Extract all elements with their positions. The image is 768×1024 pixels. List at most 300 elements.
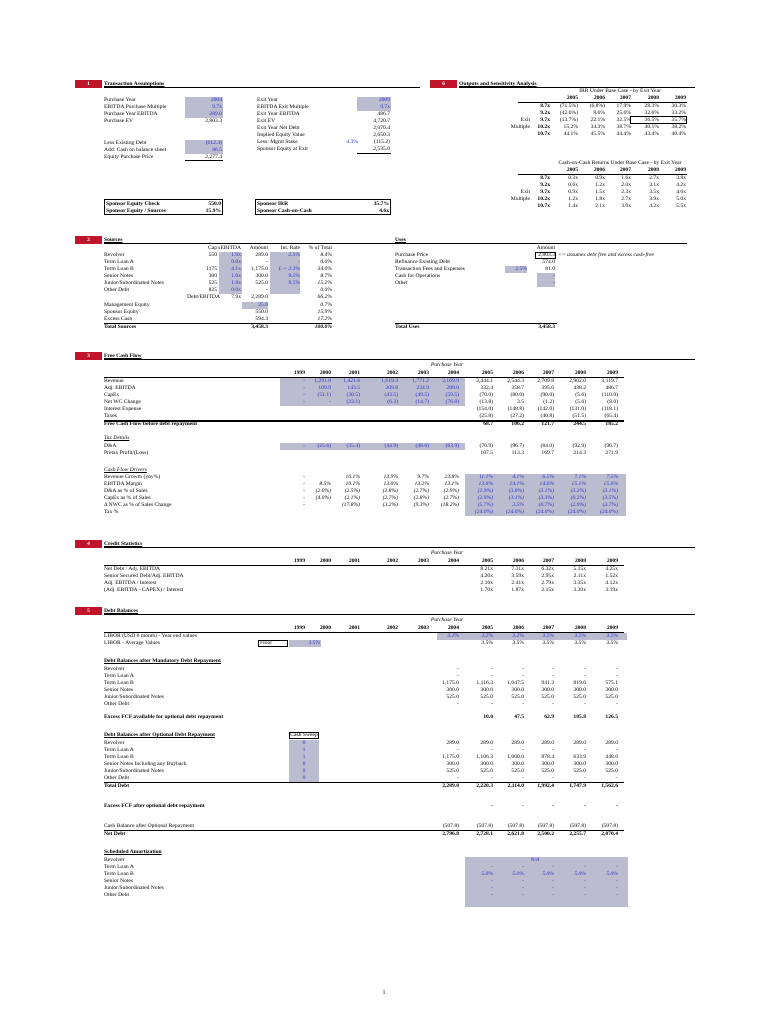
outputs-sensitivity-number: 6 bbox=[430, 80, 457, 88]
fcf-cell: 2,544.3 bbox=[507, 378, 524, 384]
year-header: 2002 bbox=[386, 558, 398, 564]
irr-label: Sponsor IRR bbox=[257, 201, 289, 207]
amort-cell[interactable]: 5.0% bbox=[606, 871, 618, 877]
irr-cell: 34.3% bbox=[590, 124, 605, 130]
amort-label: Term Loan A bbox=[104, 864, 134, 870]
x-ebitda[interactable]: 1.8x bbox=[231, 280, 241, 286]
sources-number: 2 bbox=[75, 236, 102, 244]
mand-label: Senior Notes bbox=[104, 687, 134, 693]
amort-cell[interactable]: - bbox=[522, 878, 524, 884]
driver-cell[interactable]: (0.2%) bbox=[570, 495, 586, 501]
assumption-label: Less Existing Debt bbox=[104, 140, 147, 146]
driver-cell[interactable]: 13.6% bbox=[478, 481, 493, 487]
interest-rate[interactable]: 2.5% bbox=[288, 252, 300, 258]
credit-cell: 4.20x bbox=[480, 573, 493, 579]
multiple-axis-label: Multiple bbox=[510, 124, 530, 130]
year-header: 2006 bbox=[593, 167, 605, 173]
credit-cell: 3.59x bbox=[511, 573, 524, 579]
fcf-cell: - bbox=[329, 399, 331, 405]
exit-label: Exit Year bbox=[257, 97, 278, 103]
fee-pct[interactable]: 2.5% bbox=[515, 266, 527, 272]
opt-label: Junior/Subordinated Notes bbox=[104, 768, 164, 774]
exit-value[interactable]: 2009 bbox=[378, 97, 390, 103]
sweep-flag[interactable]: 1 bbox=[302, 754, 306, 760]
excess-fcf2-cell: - bbox=[491, 803, 493, 809]
amortization-title: Scheduled Amortization bbox=[104, 849, 162, 855]
driver-cell[interactable]: (0.7%) bbox=[538, 502, 554, 508]
irr-cell: 25.6% bbox=[616, 110, 631, 116]
irr-cell: 30.3% bbox=[671, 103, 686, 109]
pct-total: 8.7% bbox=[320, 273, 332, 279]
amort-cell[interactable]: - bbox=[491, 885, 493, 891]
year-header: 2009 bbox=[606, 558, 618, 564]
interest-rate[interactable]: L + 2.3% bbox=[278, 266, 300, 272]
credit-label: Senior Secured Debt/Adj. EBITDA bbox=[104, 573, 184, 579]
libor-cell[interactable]: 3.2% bbox=[542, 633, 554, 639]
fcf-cell: 234.9 bbox=[416, 385, 429, 391]
coc-cell: 5.0x bbox=[676, 196, 686, 202]
total-sources-label: Total Sources bbox=[104, 324, 137, 330]
amort-cell[interactable]: - bbox=[552, 864, 554, 870]
driver-cell[interactable]: (3.7%) bbox=[602, 502, 618, 508]
exit-label: Less: Mgmt Stake bbox=[257, 139, 298, 145]
mand-cell: 300.0 bbox=[541, 687, 554, 693]
check-label: Sponsor Equity / Sources bbox=[106, 208, 166, 214]
pretax-cell: 107.5 bbox=[480, 450, 493, 456]
fcf-label: Taxes bbox=[104, 413, 117, 419]
x-ebitda[interactable]: 1.9x bbox=[231, 252, 241, 258]
driver-cell[interactable]: (24.0%) bbox=[474, 509, 493, 515]
opt-cell: - bbox=[584, 747, 586, 753]
x-ebitda[interactable]: 1.0x bbox=[231, 273, 241, 279]
amort-cell[interactable]: - bbox=[584, 885, 586, 891]
credit-cell: 3.19x bbox=[605, 587, 618, 593]
interest-rate[interactable]: - bbox=[298, 287, 300, 293]
driver-cell: 10.1% bbox=[345, 474, 360, 480]
driver-cell: 13.9% bbox=[383, 474, 398, 480]
sweep-flag[interactable]: 1 bbox=[302, 747, 306, 753]
assumption-label: Purchase Year EBITDA bbox=[104, 111, 158, 117]
fcf-cell: (13.8) bbox=[479, 399, 493, 405]
net-debt-cell: 2,728.1 bbox=[476, 831, 493, 837]
amort-cell[interactable]: - bbox=[616, 864, 618, 870]
libor-avg-cell: 3.5% bbox=[542, 640, 554, 646]
fcf-cell: (14.7) bbox=[415, 399, 429, 405]
mand-label: Revolver bbox=[104, 666, 125, 672]
driver-cell[interactable]: 14.6% bbox=[539, 481, 554, 487]
driver-cell[interactable]: (3.8%) bbox=[508, 488, 524, 494]
excess-fcf-cell: 47.5 bbox=[514, 714, 524, 720]
amount: 1,175.0 bbox=[251, 266, 268, 272]
use-amount: - bbox=[553, 273, 555, 279]
amort-cell[interactable]: - bbox=[616, 892, 618, 898]
assumption-value[interactable]: 2004 bbox=[210, 97, 222, 103]
assumption-value[interactable]: 9.7x bbox=[212, 104, 222, 110]
total-debt-cell: 2,289.0 bbox=[442, 783, 459, 789]
credit-cell: 2.15x bbox=[541, 587, 554, 593]
year-header: 2007 bbox=[542, 370, 554, 376]
libor-cell[interactable]: 3.2% bbox=[447, 633, 459, 639]
opt-cell: - bbox=[552, 747, 554, 753]
driver-cell: (2.7%) bbox=[443, 495, 459, 501]
driver-cell: (4.0%) bbox=[315, 495, 331, 501]
fcf-cell: (40.8) bbox=[540, 413, 554, 419]
driver-cell[interactable]: 15.1% bbox=[571, 481, 586, 487]
source-label: Term Loan A bbox=[104, 259, 134, 265]
exit-label: Exit Year Net Debt bbox=[257, 125, 300, 131]
year-header: 2008 bbox=[647, 167, 659, 173]
transaction-assumptions-number: 1 bbox=[75, 80, 102, 88]
excess-fcf-cell: 10.0 bbox=[483, 714, 493, 720]
credit-cell: 4.25x bbox=[605, 566, 618, 572]
credit-cell: 5.15x bbox=[573, 566, 586, 572]
fcf-cell: (25.8) bbox=[479, 413, 493, 419]
cash-sweep-label: Cash Sweep bbox=[290, 732, 318, 738]
assumption-label: Add: Cash on balance sheet bbox=[104, 147, 167, 153]
driver-cell[interactable]: (24.0%) bbox=[505, 509, 524, 515]
irr-cell: 15.2% bbox=[563, 124, 578, 130]
assumption-value[interactable]: 86.5 bbox=[212, 147, 222, 153]
driver-cell[interactable]: 4.1% bbox=[512, 474, 524, 480]
total-debt-cell: 1,562.6 bbox=[601, 783, 618, 789]
opt-cell: 1,175.0 bbox=[442, 754, 459, 760]
fcf-cell: 3.5 bbox=[517, 399, 524, 405]
driver-cell: 8.5% bbox=[319, 481, 331, 487]
opt-cell: 633.9 bbox=[573, 754, 586, 760]
sweep-flag[interactable]: 0 bbox=[302, 768, 306, 774]
cap-value: 550 bbox=[208, 252, 217, 258]
irr-label: Sponsor Cash-on-Cash bbox=[257, 208, 312, 214]
exit-label: EBITDA Exit Multiple bbox=[257, 104, 309, 110]
coc-cell: 4.2x bbox=[649, 203, 659, 209]
amort-cell[interactable]: - bbox=[491, 878, 493, 884]
net-debt-label: Net Debt bbox=[104, 831, 126, 837]
fcf-cell: (154.0) bbox=[476, 406, 493, 412]
driver-cell: 23.8% bbox=[444, 474, 459, 480]
fcf-total: 244.5 bbox=[573, 421, 586, 427]
fcf-cell: (110.0) bbox=[601, 392, 618, 398]
free-cash-flow-number: 3 bbox=[75, 352, 102, 360]
optional-title: Debt Balances after Optional Debt Repayment bbox=[104, 732, 215, 738]
debt-balances-rule bbox=[104, 614, 695, 615]
net-debt-cell: 2,796.8 bbox=[442, 831, 459, 837]
exit-label: Exit Year EBITDA bbox=[257, 111, 300, 117]
year-header: 2005 bbox=[481, 625, 493, 631]
x-ebitda[interactable]: 4.1x bbox=[231, 266, 241, 272]
driver-cell[interactable]: 15.6% bbox=[603, 481, 618, 487]
use-amount: 81.0 bbox=[545, 266, 555, 272]
year-header: 2005 bbox=[566, 95, 578, 101]
assumption-value[interactable]: 289.0 bbox=[209, 111, 222, 117]
assumption-label: Purchase Year bbox=[104, 97, 136, 103]
da-cell: (63.9) bbox=[445, 443, 459, 449]
driver-cell: 13.1% bbox=[444, 481, 459, 487]
fcf-cell: 289.0 bbox=[446, 385, 459, 391]
driver-cell[interactable]: (3.1%) bbox=[538, 488, 554, 494]
credit-cell: 3.30x bbox=[573, 587, 586, 593]
amort-cell[interactable]: - bbox=[616, 878, 618, 884]
amort-cell[interactable]: - bbox=[584, 892, 586, 898]
coc-cell: 0.9x bbox=[595, 175, 605, 181]
libor-cell[interactable]: 3.2% bbox=[512, 633, 524, 639]
total-rule bbox=[357, 153, 391, 154]
irr-value: 4.6x bbox=[379, 208, 389, 214]
opt-label: Term Loan B bbox=[104, 754, 134, 760]
driver-cell: (3.2%) bbox=[382, 502, 398, 508]
da-cell: (96.7) bbox=[510, 443, 524, 449]
amount-header: Amount bbox=[536, 245, 555, 251]
fcf-cell: 2,709.8 bbox=[537, 378, 554, 384]
fcf-cell: 1,291.8 bbox=[314, 378, 331, 384]
year-header: 2006 bbox=[512, 370, 524, 376]
fcf-label: Adj. EBITDA bbox=[104, 385, 136, 391]
multiple-label: 9.2x bbox=[540, 182, 550, 188]
use-label: Cash for Operations bbox=[395, 273, 441, 279]
total-uses: 3,458.3 bbox=[538, 324, 555, 330]
libor-cell[interactable]: 3.2% bbox=[574, 633, 586, 639]
year-header: 2009 bbox=[674, 167, 686, 173]
exit-label: Sponsor Equity at Exit bbox=[257, 146, 308, 152]
year-header: 2008 bbox=[574, 370, 586, 376]
year-header: 2009 bbox=[674, 95, 686, 101]
year-header: 2007 bbox=[542, 625, 554, 631]
amort-cell[interactable]: - bbox=[552, 892, 554, 898]
interest-rate[interactable]: 9.5% bbox=[288, 280, 300, 286]
year-header: 2004 bbox=[447, 558, 459, 564]
coc-cell: 1.6x bbox=[621, 175, 631, 181]
year-header: 2007 bbox=[619, 95, 631, 101]
irr-cell: 38.7% bbox=[616, 124, 631, 130]
transaction-assumptions-title: Transaction Assumptions bbox=[104, 81, 165, 87]
exit-label: Implied Equity Value bbox=[257, 132, 305, 138]
x-ebitda[interactable]: 0.0x bbox=[231, 259, 241, 265]
fcf-cell: - bbox=[303, 399, 305, 405]
sweep-flag[interactable]: 0 bbox=[302, 761, 306, 767]
irr-table-title: IRR Under Base Case - by Exit Year bbox=[579, 88, 661, 94]
coc-cell: 4.6x bbox=[676, 189, 686, 195]
mand-cell: - bbox=[491, 701, 493, 707]
exit-value: 2,070.4 bbox=[373, 125, 390, 131]
net-debt-cell: 2,070.4 bbox=[601, 831, 618, 837]
equity-amount[interactable]: 25.0 bbox=[258, 302, 268, 308]
floor-value[interactable]: 3.5% bbox=[308, 640, 320, 646]
amort-cell[interactable]: - bbox=[522, 892, 524, 898]
fcf-cell: (70.0) bbox=[479, 392, 493, 398]
driver-cell[interactable]: 11.1% bbox=[478, 474, 493, 480]
use-amount: - bbox=[553, 280, 555, 286]
amort-cell[interactable]: 5.0% bbox=[574, 871, 586, 877]
interest-rate[interactable]: 9.5% bbox=[288, 273, 300, 279]
driver-cell[interactable]: (2.9%) bbox=[477, 488, 493, 494]
opt-cell: 300.0 bbox=[511, 761, 524, 767]
equity-pct: 0.7% bbox=[320, 302, 332, 308]
excess-fcf-cell: 126.5 bbox=[605, 714, 618, 720]
da-cell: (35.4) bbox=[346, 443, 360, 449]
check-value: 550.0 bbox=[208, 201, 221, 207]
amort-label: Senior Notes bbox=[104, 878, 134, 884]
fcf-cell: (148.8) bbox=[507, 406, 524, 412]
year-header: 2004 bbox=[447, 370, 459, 376]
driver-cell[interactable]: 6.5% bbox=[542, 474, 554, 480]
driver-cell[interactable]: (3.5%) bbox=[602, 495, 618, 501]
exit-axis-label: Exit bbox=[520, 189, 530, 195]
amort-cell[interactable]: 5.0% bbox=[481, 871, 493, 877]
outputs-sensitivity-title: Outputs and Sensitivity Analysis bbox=[459, 81, 537, 87]
driver-cell: (2.8%) bbox=[382, 488, 398, 494]
driver-cell[interactable]: (3.1%) bbox=[602, 488, 618, 494]
libor-cell[interactable]: 3.2% bbox=[481, 633, 493, 639]
amort-label: Term Loan B bbox=[104, 871, 134, 877]
pretax-cell: 214.3 bbox=[573, 450, 586, 456]
credit-label: Adj. EBITDA / Interest bbox=[104, 580, 157, 586]
debt-balances-number: 5 bbox=[75, 607, 102, 615]
credit-cell: 1.87x bbox=[511, 587, 524, 593]
credit-statistics-header bbox=[75, 540, 695, 548]
driver-cell: - bbox=[303, 474, 305, 480]
opt-cell: - bbox=[584, 775, 586, 781]
mand-cell: - bbox=[457, 666, 459, 672]
driver-cell[interactable]: 7.5% bbox=[606, 474, 618, 480]
coc-cell: 0.9x bbox=[568, 189, 578, 195]
amort-cell[interactable]: - bbox=[616, 885, 618, 891]
exit-value[interactable]: 9.7x bbox=[380, 104, 390, 110]
driver-cell[interactable]: (2.9%) bbox=[477, 495, 493, 501]
amort-cell[interactable]: - bbox=[491, 892, 493, 898]
driver-cell: (2.1%) bbox=[344, 495, 360, 501]
exit-value: (115.2) bbox=[373, 139, 390, 145]
net-debt-cell: 2,621.8 bbox=[507, 831, 524, 837]
excess-fcf2-cell: - bbox=[584, 803, 586, 809]
debt-pct: 66.2% bbox=[317, 294, 332, 300]
debt-balances-header bbox=[75, 607, 695, 615]
credit-statistics-number: 4 bbox=[75, 540, 102, 548]
year-header: 2004 bbox=[447, 625, 459, 631]
driver-cell[interactable]: 14.1% bbox=[509, 481, 524, 487]
fcf-cell: 143.5 bbox=[347, 385, 360, 391]
year-header: 2000 bbox=[319, 625, 331, 631]
libor-avg-cell: 3.5% bbox=[574, 640, 586, 646]
irr-cell: 43.4% bbox=[644, 131, 659, 137]
coc-cell: 5.5x bbox=[676, 203, 686, 209]
sweep-flag[interactable]: 0 bbox=[302, 740, 306, 746]
purchase-year-label: Purchase Year bbox=[430, 617, 464, 623]
coc-cell: 0.6x bbox=[568, 182, 578, 188]
mgmt-stake-pct[interactable]: 4.3% bbox=[346, 139, 358, 145]
fcf-cell: (65.4) bbox=[604, 413, 618, 419]
year-header: 2001 bbox=[348, 370, 360, 376]
amort-cell[interactable]: - bbox=[552, 885, 554, 891]
mand-cell: 941.3 bbox=[541, 680, 554, 686]
use-label: Refinance Existing Debt bbox=[395, 259, 450, 265]
opt-cell: 300.0 bbox=[480, 761, 493, 767]
year-header: 1999 bbox=[293, 370, 305, 376]
total-sources: 3,458.3 bbox=[251, 324, 268, 330]
driver-cell: (2.9%) bbox=[443, 488, 459, 494]
opt-cell: 1,106.3 bbox=[476, 754, 493, 760]
year-header: 2006 bbox=[593, 95, 605, 101]
year-header: 2009 bbox=[606, 370, 618, 376]
mand-cell: - bbox=[616, 666, 618, 672]
driver-cell[interactable]: (3.3%) bbox=[538, 495, 554, 501]
fcf-cell: - bbox=[303, 385, 305, 391]
x-ebitda[interactable]: 0.0x bbox=[231, 287, 241, 293]
year-header: 2005 bbox=[481, 558, 493, 564]
total-uses-label: Total Uses bbox=[395, 324, 420, 330]
multiple-label: 10.2x bbox=[537, 196, 550, 202]
multiple-label: 8.7x bbox=[540, 175, 550, 181]
irr-cell: 44.1% bbox=[563, 131, 578, 137]
fcf-cell: (51.1) bbox=[317, 392, 331, 398]
free-cash-flow-title: Free Cash Flow bbox=[104, 353, 142, 359]
interest-rate[interactable]: - bbox=[298, 259, 300, 265]
opt-cell: 1,000.0 bbox=[507, 754, 524, 760]
driver-cell[interactable]: 7.1% bbox=[574, 474, 586, 480]
amort-cell[interactable]: - bbox=[522, 885, 524, 891]
driver-cell[interactable]: (2.9%) bbox=[570, 502, 586, 508]
year-header: 2001 bbox=[348, 625, 360, 631]
credit-cell: 8.21x bbox=[480, 566, 493, 572]
amort-cell[interactable]: - bbox=[584, 878, 586, 884]
debt-ebitda-value: 7.9x bbox=[231, 294, 241, 300]
uses-header bbox=[395, 236, 687, 244]
amort-cell[interactable]: 5.0% bbox=[542, 871, 554, 877]
irr-cell: 32.5% bbox=[616, 117, 631, 123]
fcf-label: Revenue bbox=[104, 378, 124, 384]
amort-cell[interactable]: - bbox=[491, 864, 493, 870]
amort-cell[interactable]: 5.0% bbox=[512, 871, 524, 877]
driver-cell[interactable]: (24.0%) bbox=[535, 509, 554, 515]
mand-cell: - bbox=[522, 701, 524, 707]
mand-cell: - bbox=[522, 666, 524, 672]
cap-value: 525 bbox=[208, 280, 217, 286]
fcf-cell: 109.9 bbox=[318, 385, 331, 391]
assumption-value[interactable]: (612.4) bbox=[205, 140, 222, 146]
driver-cell[interactable]: (24.0%) bbox=[567, 509, 586, 515]
pretax-cell: 169.7 bbox=[541, 450, 554, 456]
amort-cell[interactable]: - bbox=[552, 878, 554, 884]
opt-cell: - bbox=[457, 775, 459, 781]
amort-cell[interactable]: - bbox=[522, 864, 524, 870]
coc-table-title: Cash-on-Cash Returns Under Base Case - by Exit Year bbox=[558, 160, 682, 166]
opt-cell: 300.0 bbox=[541, 761, 554, 767]
da-cell: (48.6) bbox=[415, 443, 429, 449]
credit-cell: 1.70x bbox=[480, 587, 493, 593]
credit-cell: 4.12x bbox=[605, 580, 618, 586]
opt-cell: - bbox=[522, 775, 524, 781]
fcf-cell: (90.0) bbox=[540, 392, 554, 398]
mand-cell: 525.0 bbox=[511, 694, 524, 700]
fcf-cell: 358.7 bbox=[511, 385, 524, 391]
driver-cell[interactable]: (3.2%) bbox=[570, 488, 586, 494]
amort-cell[interactable]: - bbox=[584, 864, 586, 870]
column-header: % of Total bbox=[308, 245, 332, 251]
driver-cell[interactable]: 3.5% bbox=[512, 502, 524, 508]
driver-cell: 9.7% bbox=[417, 474, 429, 480]
coc-cell: 3.5x bbox=[649, 189, 659, 195]
mand-cell: - bbox=[552, 701, 554, 707]
mand-cell: - bbox=[616, 673, 618, 679]
exit-value: 2,535.0 bbox=[373, 146, 390, 152]
opt-cell: 289.0 bbox=[541, 740, 554, 746]
libor-cell[interactable]: 3.2% bbox=[606, 633, 618, 639]
sources-rule bbox=[104, 243, 420, 244]
sweep-flag[interactable]: 0 bbox=[302, 775, 306, 781]
driver-cell[interactable]: (5.7%) bbox=[477, 502, 493, 508]
driver-cell[interactable]: (3.1%) bbox=[508, 495, 524, 501]
driver-cell[interactable]: (24.0%) bbox=[599, 509, 618, 515]
coc-cell: 1.8x bbox=[595, 196, 605, 202]
amount: 289.0 bbox=[255, 252, 268, 258]
